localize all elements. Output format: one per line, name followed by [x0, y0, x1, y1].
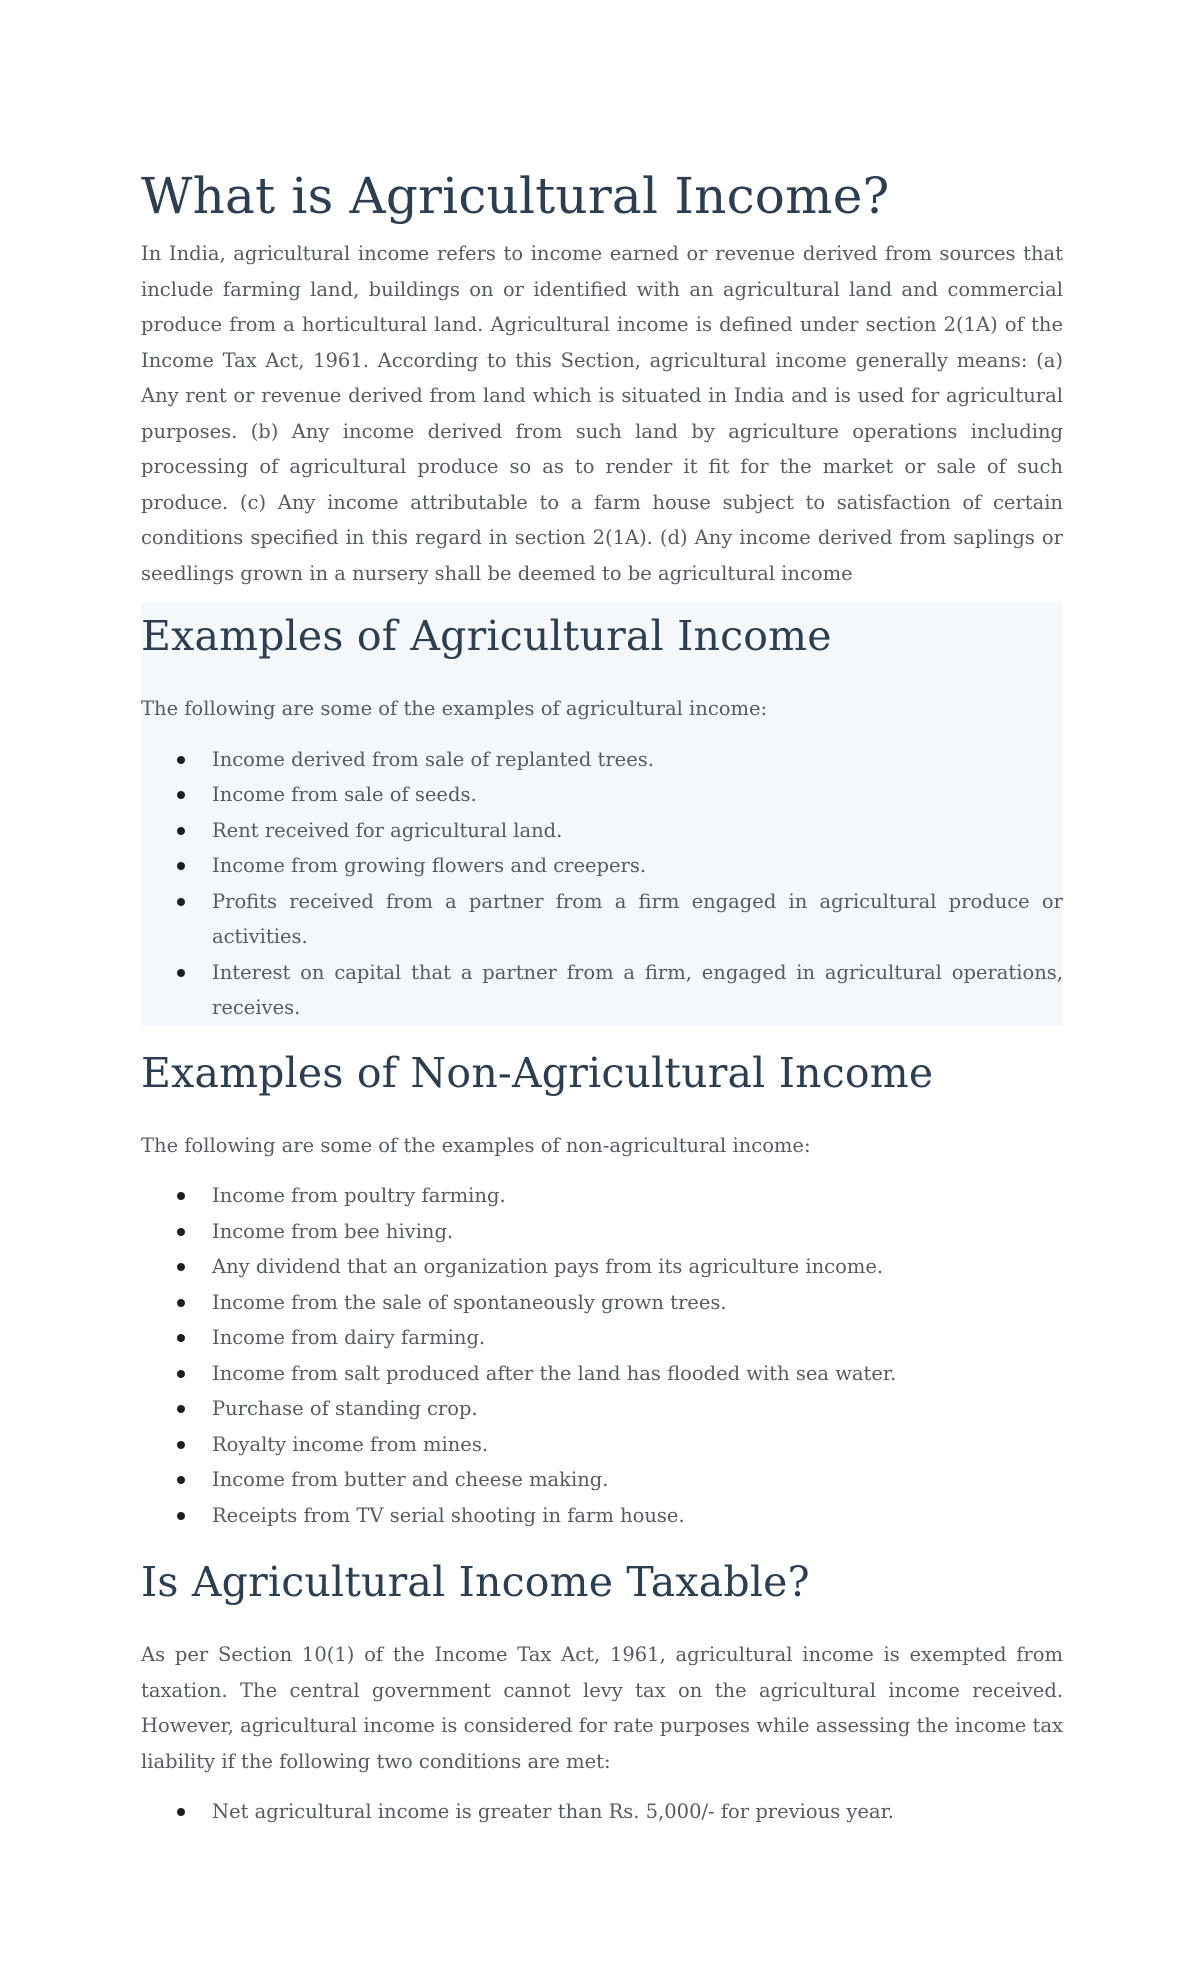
bullet-icon	[177, 1228, 185, 1236]
list-item-text: Purchase of standing crop.	[212, 1397, 478, 1420]
list-item	[141, 1498, 1063, 1534]
list-item	[141, 1285, 1063, 1321]
bullet-icon	[177, 756, 185, 764]
list-item	[177, 813, 1063, 849]
list-item	[177, 777, 1063, 813]
bullet-icon	[177, 827, 185, 835]
page-title: What is Agricultural Income?	[141, 167, 890, 225]
non-agricultural-income-examples-section	[141, 1040, 1063, 1534]
list-item-text: Income from growing flowers and creepers.	[212, 854, 647, 877]
agricultural-examples-lead: The following are some of the examples of agricultural income:	[141, 697, 768, 720]
list-item-text: Interest on capital that a partner from a firm, engaged in agricultural operations, receives.	[212, 960, 1063, 1019]
list-item	[141, 1249, 1063, 1285]
list-item-text: Any dividend that an organization pays from its agriculture income.	[212, 1255, 884, 1278]
list-item-text: Income from dairy farming.	[212, 1326, 486, 1349]
bullet-icon	[177, 1808, 185, 1816]
non-agricultural-examples-list	[141, 1178, 1063, 1533]
list-item	[141, 1178, 1063, 1214]
list-item-text: Income from bee hiving.	[212, 1219, 454, 1243]
list-item	[141, 1214, 1063, 1250]
taxability-heading: Is Agricultural Income Taxable?	[141, 1558, 810, 1606]
bullet-icon	[177, 898, 185, 906]
list-item-text: Income from salt produced after the land has flooded with sea water.	[212, 1361, 897, 1385]
bullet-icon	[177, 1263, 185, 1271]
list-item	[141, 1462, 1063, 1498]
bullet-icon	[177, 969, 185, 977]
list-item-text: Net agricultural income is greater than Rs. 5,000/- for previous year.	[212, 1800, 894, 1823]
intro-paragraph: In India, agricultural income refers to income earned or revenue derived from sources that include farming land, buildings on or identified with an agricultural land and commercial produce from a horticultural land. Agricultural income is defined under section 2(1A) of the Income Tax Act, 1961. According to this Section, agricultural income generally means: (a) Any rent or revenue derived from land which is situated in India and is used for agricultural purposes. (b) Any income derived from such land by agriculture operations including processing of agricultural produce so as to render it fit for the market or sale of such produce. (c) Any income attributable to a farm house subject to satisfaction of certain conditions specified in this regard in section 2(1A). (d) Any income derived from saplings or seedlings grown in a nursery shall be deemed to be agricultural income	[141, 242, 1063, 585]
list-item-text: Receipts from TV serial shooting in farm house.	[212, 1503, 685, 1527]
list-item	[177, 848, 1063, 884]
list-item-text: Income derived from sale of replanted trees.	[212, 747, 654, 771]
list-item-text: Royalty income from mines.	[212, 1432, 489, 1456]
article	[141, 158, 1063, 1830]
list-item	[141, 1356, 1063, 1392]
agricultural-income-examples-section	[141, 603, 1063, 1026]
non-agricultural-examples-heading: Examples of Non-Agricultural Income	[141, 1048, 934, 1097]
list-item	[177, 884, 1063, 955]
list-item-text: Profits received from a partner from a firm engaged in agricultural produce or activities.	[212, 889, 1063, 948]
bullet-icon	[177, 1299, 185, 1307]
bullet-icon	[177, 1334, 185, 1342]
taxability-paragraph: As per Section 10(1) of the Income Tax Act, 1961, agricultural income is exempted from taxation. The central government cannot levy tax on the agricultural income received. However, agricultural income is considered for rate purposes while assessing the income tax liability if the following two conditions are met:	[141, 1643, 1063, 1773]
bullet-icon	[177, 1512, 185, 1520]
list-item	[141, 1320, 1063, 1356]
bullet-icon	[177, 862, 185, 870]
list-item-text: Rent received for agricultural land.	[212, 818, 563, 842]
bullet-icon	[177, 1192, 185, 1200]
list-item	[177, 955, 1063, 1026]
list-item	[141, 1391, 1063, 1427]
list-item-text: Income from the sale of spontaneously grown trees.	[212, 1290, 727, 1314]
bullet-icon	[177, 1405, 185, 1413]
agricultural-examples-heading: Examples of Agricultural Income	[141, 612, 832, 660]
bullet-icon	[177, 1441, 185, 1449]
bullet-icon	[177, 1370, 185, 1378]
taxability-section	[141, 1549, 1063, 1830]
non-agricultural-examples-lead: The following are some of the examples of non-agricultural income:	[141, 1133, 811, 1157]
list-item-text: Income from sale of seeds.	[212, 783, 477, 806]
bullet-icon	[177, 1476, 185, 1484]
taxability-conditions-list	[141, 1794, 1063, 1830]
list-item	[177, 742, 1063, 778]
list-item	[141, 1427, 1063, 1463]
agricultural-examples-list	[177, 742, 1063, 1026]
list-item-text: Income from butter and cheese making.	[212, 1468, 609, 1491]
list-item	[141, 1794, 1063, 1830]
list-item-text: Income from poultry farming.	[212, 1184, 506, 1207]
bullet-icon	[177, 791, 185, 799]
